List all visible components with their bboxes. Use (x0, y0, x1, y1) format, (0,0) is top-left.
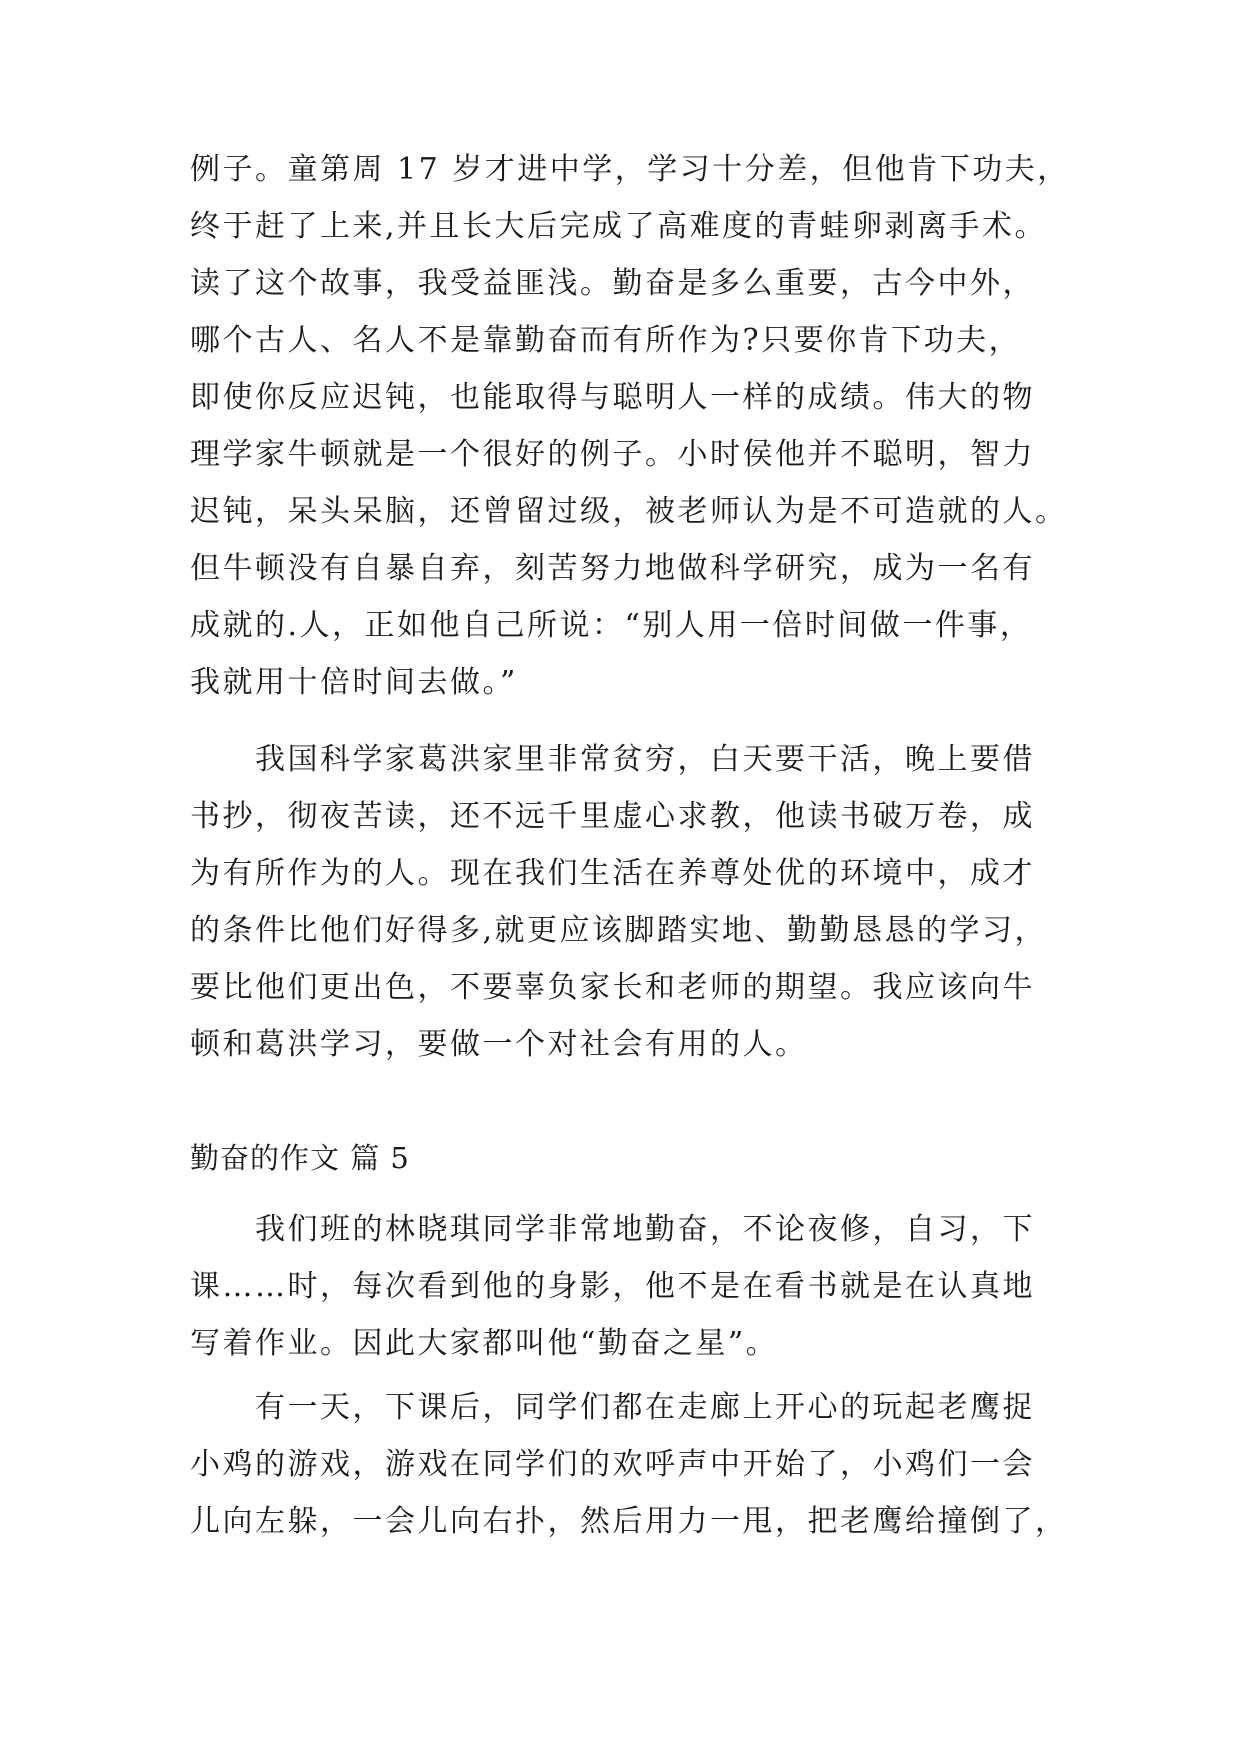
text-line: 课……时，每次看到他的身影，他不是在看书就是在认真地 (190, 1269, 1035, 1304)
text-line: 但牛顿没有自暴自弃，刻苦努力地做科学研究，成为一名有 (190, 551, 1035, 586)
paragraph-start-line: 我国科学家葛洪家里非常贫穷，白天要干活，晚上要借 (190, 742, 1035, 777)
text-line: 要比他们更出色，不要辜负家长和老师的期望。我应该向牛 (190, 970, 1035, 1005)
paragraph-start-line: 我们班的林晓琪同学非常地勤奋，不论夜修，自习，下 (190, 1212, 1035, 1247)
paragraph-start-line: 有一天，下课后，同学们都在走廊上开心的玩起老鹰捉 (190, 1390, 1035, 1425)
text-line: 理学家牛顿就是一个很好的例子。小时侯他并不聪明，智力 (190, 437, 1035, 472)
text-line: 小鸡的游戏，游戏在同学们的欢呼声中开始了，小鸡们一会 (190, 1447, 1035, 1482)
text-line: 写着作业。因此大家都叫他“勤奋之星”。 (190, 1326, 779, 1361)
text-line: 终于赶了上来,并且长大后完成了高难度的青蛙卵剥离手术。 (190, 209, 1048, 244)
text-line: 迟钝，呆头呆脑，还曾留过级，被老师认为是不可造就的人。 (190, 494, 1068, 529)
section-title: 勤奋的作文 篇 5 (190, 1141, 410, 1175)
text-line: 我就用十倍时间去做。” (190, 665, 518, 700)
text-line: 顿和葛洪学习，要做一个对社会有用的人。 (190, 1027, 808, 1062)
text-line: 例子。童第周 17 岁才进中学，学习十分差，但他肯下功夫， (190, 152, 1070, 187)
text-line: 成就的.人，正如他自己所说：“别人用一倍时间做一件事， (190, 608, 1033, 643)
text-line: 即使你反应迟钝，也能取得与聪明人一样的成绩。伟大的物 (190, 380, 1035, 415)
text-line: 儿向左躲，一会儿向右扑，然后用力一甩，把老鹰给撞倒了， (190, 1504, 1068, 1539)
text-line: 的条件比他们好得多,就更应该脚踏实地、勤勤恳恳的学习， (190, 913, 1048, 948)
text-line: 哪个古人、名人不是靠勤奋而有所作为?只要你肯下功夫， (190, 323, 1022, 358)
text-line: 为有所作为的人。现在我们生活在养尊处优的环境中，成才 (190, 856, 1035, 891)
text-line: 读了这个故事，我受益匪浅。勤奋是多么重要，古今中外， (190, 266, 1035, 301)
text-line: 书抄，彻夜苦读，还不远千里虚心求教，他读书破万卷，成 (190, 799, 1035, 834)
